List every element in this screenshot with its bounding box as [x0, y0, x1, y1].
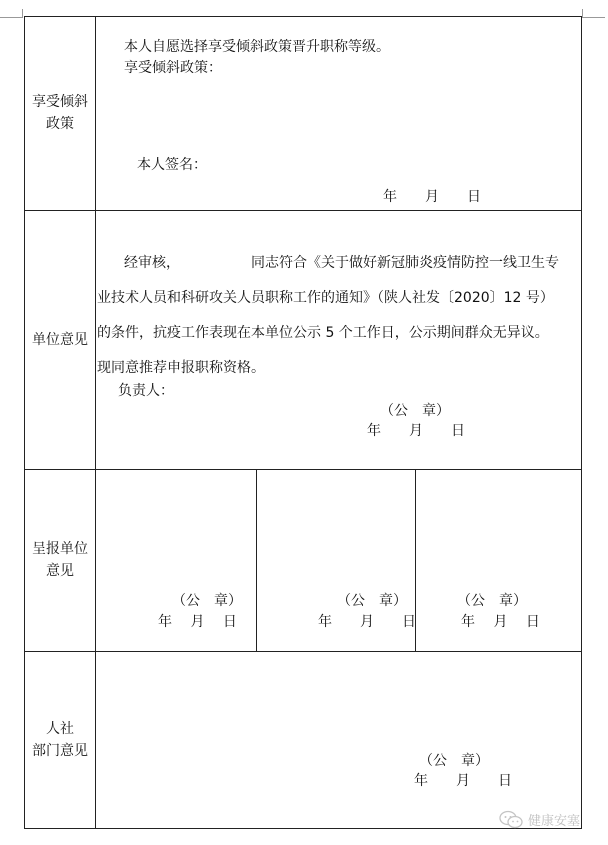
- section2-responsible-field[interactable]: 负责人：: [118, 383, 174, 399]
- section4-label-line1: 人社: [46, 721, 74, 737]
- row-divider-3: [24, 651, 582, 652]
- section4-label-line2: 部门意见: [32, 743, 88, 759]
- section1-statement: 本人自愿选择享受倾斜政策晋升职称等级。: [124, 39, 390, 55]
- section3-col3-date: 年 月 日: [461, 614, 540, 630]
- section1-signature-field[interactable]: 本人签名：: [137, 157, 207, 173]
- section1-date: 年 月 日: [383, 189, 481, 205]
- table-border-left: [24, 16, 25, 829]
- section1-label-line2: 政策: [46, 116, 74, 132]
- section1-label: [25, 91, 95, 135]
- section3-col2-date: 年 月 日: [318, 614, 416, 630]
- wechat-icon: [499, 810, 523, 830]
- row-divider-1: [24, 210, 582, 211]
- section4-seal: （公 章）: [419, 753, 489, 769]
- section3-col1-date: 年 月 日: [158, 614, 237, 630]
- section3-col-divider-1: [256, 469, 257, 652]
- section2-date: 年 月 日: [367, 423, 465, 439]
- section2-para-line1-b: 同志符合《关于做好新冠肺炎疫情防控一线卫生专: [251, 255, 559, 271]
- label-column-divider: [95, 16, 96, 829]
- section2-label: 单位意见: [32, 332, 88, 348]
- section2-para-line1-a: 经审核，: [124, 255, 180, 271]
- section1-policy-field[interactable]: 享受倾斜政策：: [124, 60, 222, 76]
- crop-mark-top-right: [582, 9, 605, 18]
- section3-col2-seal: （公 章）: [337, 593, 407, 609]
- section4-label: [25, 718, 95, 762]
- section4-date: 年 月 日: [414, 773, 512, 789]
- table-border-right: [581, 16, 582, 829]
- watermark-text: 健康安塞: [528, 814, 581, 829]
- section2-seal: （公 章）: [380, 403, 450, 419]
- crop-mark-top-left: [0, 9, 23, 18]
- section3-label: [25, 538, 95, 582]
- table-border-top: [24, 16, 582, 17]
- section3-col3-seal: （公 章）: [457, 593, 527, 609]
- section2-para-line4: 现同意推荐申报职称资格。: [97, 360, 265, 376]
- section3-label-line2: 意见: [46, 563, 74, 579]
- section1-label-line1: 享受倾斜: [32, 94, 88, 110]
- row-divider-2: [24, 469, 582, 470]
- section3-label-line1: 呈报单位: [32, 541, 88, 557]
- section2-para-line2: 业技术人员和科研攻关人员职称工作的通知》（陕人社发〔2020〕12 号）: [97, 290, 554, 306]
- section3-col1-seal: （公 章）: [172, 593, 242, 609]
- section2-para-line3: 的条件，抗疫工作表现在本单位公示 5 个工作日，公示期间群众无异议。: [97, 325, 549, 341]
